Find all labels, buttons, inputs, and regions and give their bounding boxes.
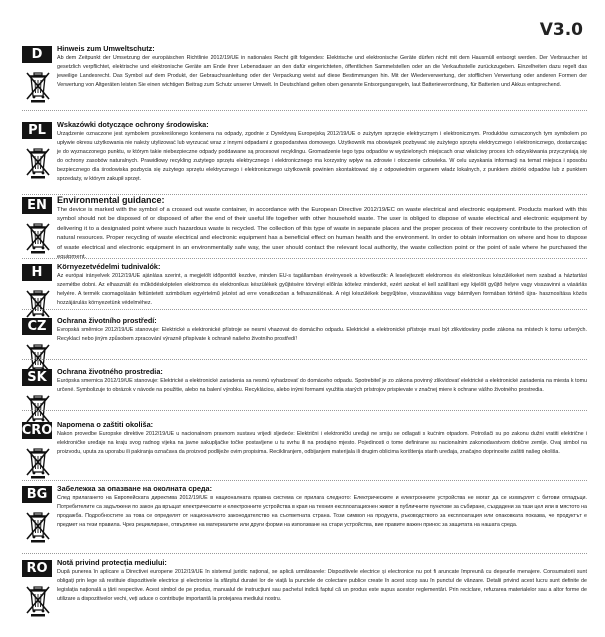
divider: [22, 410, 587, 411]
section-title: Забележка за опазване на околната среда:: [57, 484, 213, 493]
section-title: Környezetvédelmi tudnivalók:: [57, 262, 161, 271]
section-title: Napomena o zaštiti okoliša:: [57, 420, 154, 429]
section-body: Urządzenie oznaczone jest symbolem przekreślonego kontenera na odpady, zgodnie z Dyrektywą Europejską 2012/19/UE o zużytym sprzęcie elektrycznym i elektronicznym. Produktów oznaczonych tym symbolem po upływie okresu użytkowania nie należy utylizować lub wyrzucać wraz z innymi odpadami z gospodarstwa domowego. Użytkownik ma obowiązek pozbywać się zużytego sprzętu elektrycznego i elektronicznego, dostarczając je do wyznaczonego punktu, w którym takie niebezpieczne odpady poddawane są procesowi recyklingu. Gromadzenie tego typu odpadów w wydzielonych miejscach oraz właściwy proces ich odzyskiwania przyczyniają się do ochrony zasobów naturalnych. Prawidłowy recykling zużytego sprzętu elektrycznego i elektronicznego ma korzystny wpływ na zdrowie i otoczenie człowieka. W celu uzyskania informacji na temat miejsca i sposobu bezpiecznego dla środowiska pozbycia się zużytego sprzętu elektrycznego i elektronicznego użytkownik powinien skontaktować się z odpowiednim organem władz lokalnych, z punktem zbiórki odpadów lub z punktem sprzedaży, w którym zakupił sprzęt.: [57, 131, 587, 183]
language-badge: EN: [22, 197, 52, 214]
section-title: Notă privind protecția mediului:: [57, 558, 167, 567]
section-body: Ab dem Zeitpunkt der Umsetzung der europäischen Richtlinie 2012/19/UE in nationales Recht gilt folgendes: Elektrische und elektronische Geräte dürfen nicht mit dem Hausmüll entsorgt werden. Der Verbraucher ist gesetzlich verpflichtet, elektrische und elektronische Geräte am Ende ihrer Lebensdauer an den dafür eingerichteten, öffentlichen Sammelstellen oder an die Verkaufsstelle zurückzugeben. Einzelheiten dazu regelt das jeweilige Landesrecht. Das Symbol auf dem Produkt, der Gebrauchsanleitung oder der Verpackung weist auf diese Bestimmungen hin. Mit der Wiederverwertung, der stofflichen Verwertung oder anderen Formen der Verwertung von Altgeräten leisten Sie einen wichtigen Beitrag zum Schutz unserer Umwelt. In Deutschland gelten oben genannte Entsorgungsregeln, laut Batterieverordnung, für Batterien und Akkus entsprechend.: [57, 55, 587, 89]
language-badge: H: [22, 264, 52, 281]
crossed-bin-icon: [25, 511, 51, 543]
section-title: Ochrana životního prostředí:: [57, 316, 157, 325]
section-body: Az európai irányelvek 2012/19/UE ajánlása szerint, a megjelölt időponttól kezdve, minden EU-s tagállamban érvényesek a következők: A leselejtezett elektromos és elektronikus készülékeket nem szabad a háztartási szemétbe dobni. Az elhasznált és működésképtelen elektromos és elektronikus készülékek gyűjtésére törvényi előírás kötelez mindenkit, ezért azokat el kell szállítani egy kijelölt gyűjtő helyre vagy visszavinni a vásárlás helyére. A termék csomagolásán feltüntetett szimbólum egyértelmű jelzést ad erre vonatkozóan a felhasználónak. A régi készülékek begyűjtése, visszaváltása vagy bármilyen formában történő újra- hasznosítása közös hozzájárulás környezetünk védelméhez.: [57, 273, 587, 307]
divider: [22, 553, 587, 554]
language-badge: PL: [22, 122, 52, 139]
divider: [22, 309, 587, 310]
section-body: După punerea în aplicare a Directivei europene 2012/19/UE în sistemul juridic național, se aplică următoarele: Dispozitivele electrice și electronice nu pot fi aruncate împreună cu deșeurile menajere. Consumatorii sunt obligați prin lege să restituie dispozitivele electrice și electronice la sfârșitul duratei lor de viață la punctele de colectare publice create în acest scop sau în punctul de vânzare. Detalii privind acest lucru sunt definite de legislația națională a țării respective. Acest simbol de pe produs, manualul de instrucțiuni sau pachetul indică faptul că un produs este supus acestor reglementări. Prin reciclare, refuzarea materialelor sau a altor forme de utilizare a dispozitivelor vechi, veți aduce o contribuție importantă la protejarea mediului nostru.: [57, 569, 587, 603]
crossed-bin-icon: [25, 585, 51, 617]
section-title: Ochrana životného prostredia:: [57, 367, 163, 376]
crossed-bin-icon: [25, 147, 51, 179]
version-label: V3.0: [539, 20, 583, 40]
divider: [22, 359, 587, 360]
section-body: Evropská směrnice 2012/19/UE stanovuje: Elektrické a elektronické přístroje se nesmí vhazovat do domácího odpadu. Elektrické a elektronické přístroje musí být zlikvidovány podle zákona na místech k tomu určených. Recyklací nebo jiným způsobem zpracování výrazně přispívate k ochraně našeho životního prostředí!: [57, 327, 587, 343]
language-badge: SK: [22, 369, 52, 386]
language-badge: BG: [22, 486, 52, 503]
section-title: Environmental guidance:: [57, 195, 165, 205]
section-title: Hinweis zum Umweltschutz:: [57, 44, 155, 53]
crossed-bin-icon: [25, 71, 51, 103]
divider: [22, 258, 587, 259]
divider: [22, 110, 587, 111]
language-badge: RO: [22, 560, 52, 577]
section-body: След прилагането на Европейската директива 2012/19/UE в националната правна система се прилага следното: Електрическите и електронните устройства не могат да се изхвърлят с битови отпадъци. Потребителите са задължени по закон да връщат електрическите и електронните устройства в края на техния експлоатационен живот в публичните пунктове за събиране, създадени за тази цел или в мястото на продажба. Подробностите за това се определят от националното законодателство на съответната страна. Този символ на продукта, ръководството за експлоатация или опаковката показва, че продуктът е предмет на тези правила. Чрез рециклиране, отвърляне на материалите или други форми на използване на стари устройства, вие правите важен принос за защитата на нашата среда.: [57, 495, 587, 529]
crossed-bin-icon: [25, 289, 51, 321]
language-badge: CRO: [21, 423, 53, 438]
section-title: Wskazówki dotyczące ochrony środowiska:: [57, 120, 209, 129]
divider: [22, 480, 587, 481]
language-badge: D: [22, 46, 52, 63]
section-body: Nakon provedbe Europske direktive 2012/19/UE u nacionalnom pravnom sustavu vrijedi sljedeće: Električni i elektronički uređaji ne smiju se odlagati s kućnim otpadom. Potrošači su po zakonu dužni vratiti električne i elektroničke uređaje na kraju svog radnog vijeka na javne sakupljačke točke postavljene u tu svrhu ili na prodajno mjesto. Pojedinosti o tome definirane su nacionalnim zakonodavstvom dotične zemlje. Ovaj simbol na proizvodu, uputa za uporabu ili pakiranja označava da proizvod podliježe ovim propisima. Recikliranjem, odbijanjem materijala ili drugim oblicima korištenja starih uređaja, značajno doprinosite zaštiti našeg okoliša.: [57, 431, 587, 456]
crossed-bin-icon: [25, 222, 51, 254]
language-badge: CZ: [22, 318, 52, 335]
section-body: Európska smernica 2012/19/UE stanovuje: Elektrické a elektronické zariadenia sa nesmú vyhadzovať do domáceho odpadu. Spotrebiteľ je zo zákona povinný zlikvidovať elektrické a elektronické zariadenia na miesta k tomu určené. Symbolizuje to obrázok v návode na použitie, alebo na balení výrobku. Recykláciou, alebo inými formami využitia starých prístrojov prispievate v značnej miere k ochrane vášho životného prostredia.: [57, 378, 587, 394]
section-body: The device is marked with the symbol of a crossed out waste container, in accordance with the European Directive 2012/19/EC on waste electrical and electronic equipment. Products marked with this symbol should not be disposed of or disposed of after the end of their useful life together with other household waste. The user is obliged to dispose of waste electrical and electronic equipment by delivering it to a designated point where such hazardous waste is recycled. The collection of this type of waste in separate places and the proper process of their recovery contribute to the protection of natural resources. Proper recycling of waste electrical and electronic equipment has a beneficial effect on human health and the environment. In order to obtain information on where and how to dispose of waste electrical and electronic equipment in an environmentally safe way, the user should contact the relevant local authority, the waste collection point or the point of sale where he purchased the equipment.: [57, 207, 587, 261]
crossed-bin-icon: [25, 447, 51, 479]
